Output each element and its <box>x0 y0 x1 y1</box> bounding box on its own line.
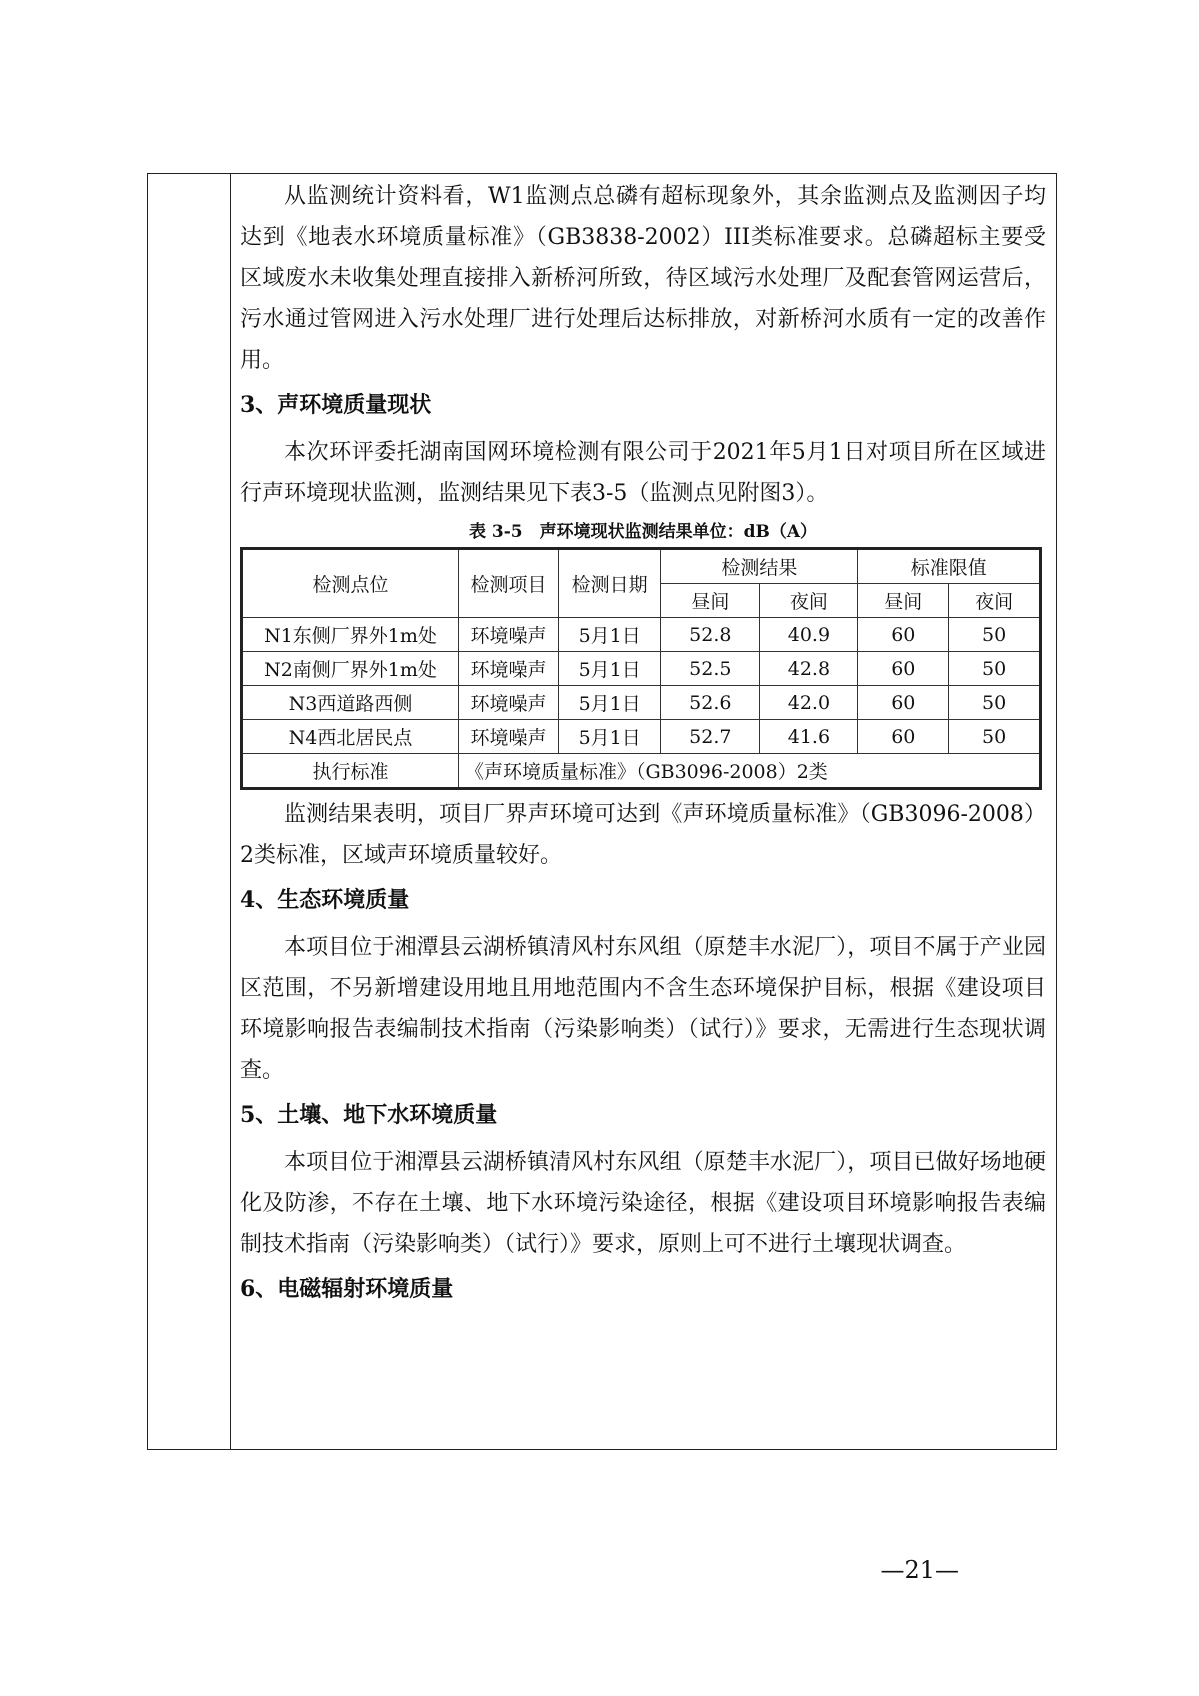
cell-night: 40.9 <box>760 618 858 652</box>
header-result: 检测结果 <box>661 549 858 584</box>
cell-day: 52.6 <box>661 686 760 720</box>
cell-point: N4西北居民点 <box>242 720 459 754</box>
paragraph-water-quality: 从监测统计资料看，W1监测点总磷有超标现象外，其余监测点及监测因子均达到《地表水环境质量标准》（GB3838-2002）III类标准要求。总磷超标主要受区域废水未收集处理直接排入新桥河所致，待区域污水处理厂及配套管网运营后，污水通过管网进入污水处理厂进行处理后达标排放，对新桥河水质有一定的改善作用。 <box>240 184 1046 373</box>
paragraph-soil: 本项目位于湘潭县云湖桥镇清风村东风组（原楚丰水泥厂），项目已做好场地硬化及防渗，不存在土壤、地下水环境污染途径，根据《建设项目环境影响报告表编制技术指南（污染影响类）（试行）》要求，原则上可不进行土壤现状调查。 <box>240 1150 1046 1257</box>
left-label-column <box>148 174 231 1449</box>
cell-item: 环境噪声 <box>458 686 558 720</box>
cell-limit-day: 60 <box>858 686 949 720</box>
header-date: 检测日期 <box>559 549 661 618</box>
cell-limit-day: 60 <box>858 652 949 686</box>
cell-day: 52.8 <box>661 618 760 652</box>
table-row <box>242 618 1041 652</box>
cell-limit-night: 50 <box>949 686 1041 720</box>
standard-row <box>242 754 1041 789</box>
heading-noise: 3、声环境质量现状 <box>240 392 432 418</box>
heading-ecology: 4、生态环境质量 <box>240 887 410 913</box>
cell-limit-day: 60 <box>858 618 949 652</box>
cell-night: 42.0 <box>760 686 858 720</box>
header-limit: 标准限值 <box>858 549 1041 584</box>
header-result-night: 夜间 <box>760 584 858 618</box>
cell-date: 5月1日 <box>559 720 661 754</box>
cell-limit-night: 50 <box>949 618 1041 652</box>
table-row <box>242 652 1041 686</box>
paragraph-ecology: 本项目位于湘潭县云湖桥镇清风村东风组（原楚丰水泥厂），项目不属于产业园区范围，不另新增建设用地且用地范围内不含生态环境保护目标，根据《建设项目环境影响报告表编制技术指南（污染影响类）（试行）》要求，无需进行生态现状调查。 <box>240 935 1046 1083</box>
cell-item: 环境噪声 <box>458 720 558 754</box>
heading-soil: 5、土壤、地下水环境质量 <box>240 1102 498 1128</box>
header-point: 检测点位 <box>242 549 459 618</box>
standard-label: 执行标准 <box>242 754 459 789</box>
page-number: —21— <box>880 1556 959 1584</box>
header-item: 检测项目 <box>458 549 558 618</box>
cell-limit-day: 60 <box>858 720 949 754</box>
noise-table <box>240 547 1042 790</box>
cell-day: 52.7 <box>661 720 760 754</box>
cell-item: 环境噪声 <box>458 652 558 686</box>
heading-emr: 6、电磁辐射环境质量 <box>240 1276 454 1302</box>
cell-date: 5月1日 <box>559 652 661 686</box>
header-result-day: 昼间 <box>661 584 760 618</box>
header-limit-night: 夜间 <box>949 584 1041 618</box>
paragraph-noise-result: 监测结果表明，项目厂界声环境可达到《声环境质量标准》（GB3096-2008）2类标准，区域声环境质量较好。 <box>240 802 1046 868</box>
cell-limit-night: 50 <box>949 720 1041 754</box>
cell-limit-night: 50 <box>949 652 1041 686</box>
table-row <box>242 686 1041 720</box>
table-caption: 表 3-5 声环境现状监测结果单位：dB（A） <box>468 522 818 542</box>
header-limit-day: 昼间 <box>858 584 949 618</box>
content-column <box>240 174 1046 1316</box>
table-row <box>242 720 1041 754</box>
paragraph-noise-intro: 本次环评委托湖南国网环境检测有限公司于2021年5月1日对项目所在区域进行声环境现状监测，监测结果见下表3-5（监测点见附图3）。 <box>240 440 1046 506</box>
cell-point: N3西道路西侧 <box>242 686 459 720</box>
cell-night: 42.8 <box>760 652 858 686</box>
cell-date: 5月1日 <box>559 686 661 720</box>
cell-item: 环境噪声 <box>458 618 558 652</box>
content-frame <box>147 173 1057 1450</box>
cell-point: N2南侧厂界外1m处 <box>242 652 459 686</box>
cell-date: 5月1日 <box>559 618 661 652</box>
cell-day: 52.5 <box>661 652 760 686</box>
standard-value: 《声环境质量标准》（GB3096-2008）2类 <box>458 754 1040 789</box>
cell-night: 41.6 <box>760 720 858 754</box>
cell-point: N1东侧厂界外1m处 <box>242 618 459 652</box>
